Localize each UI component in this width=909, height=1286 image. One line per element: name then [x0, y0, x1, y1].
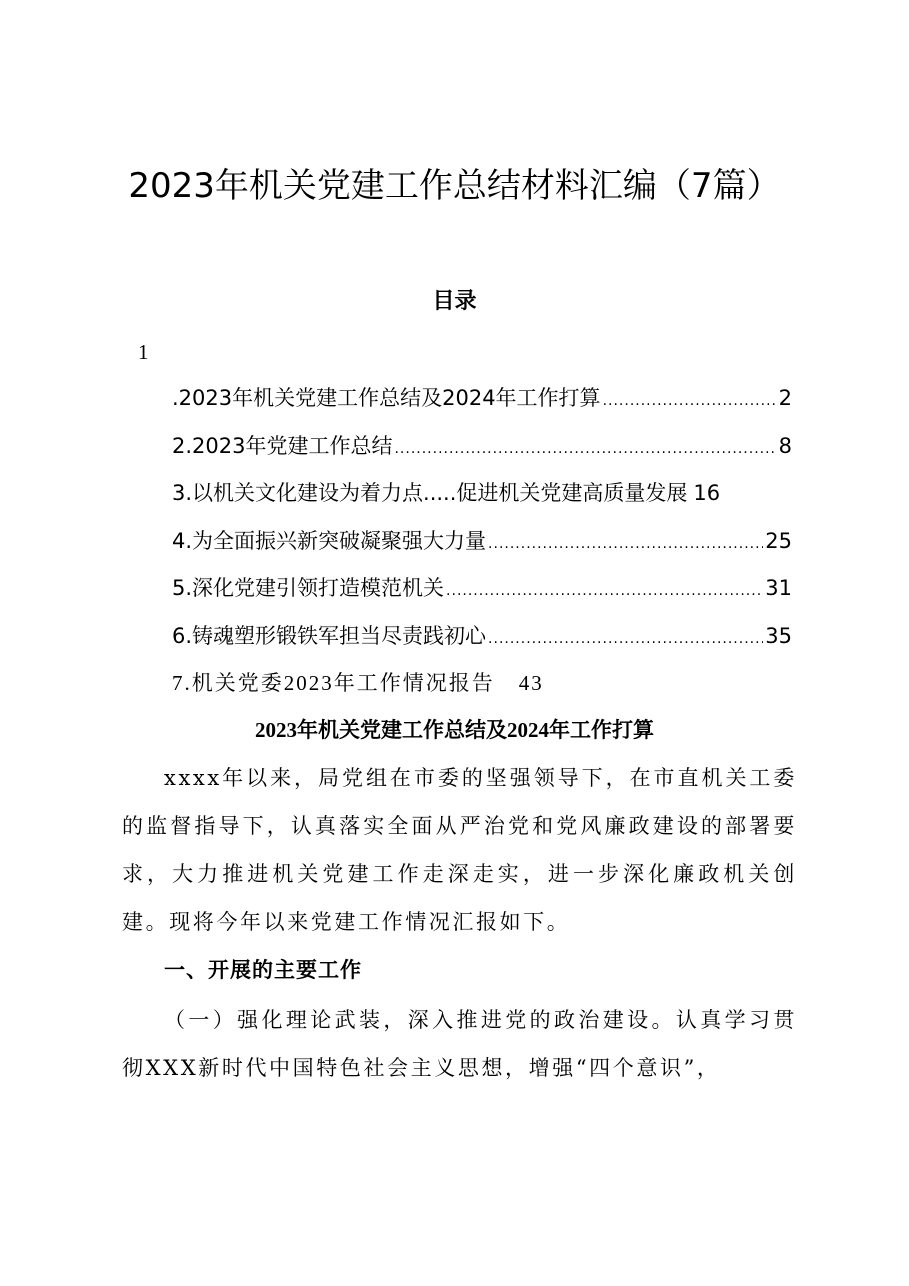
intro-paragraph: xxxx年以来，局党组在市委的坚强领导下，在市直机关工委的监督指导下，认真落实全面从严治党和党风廉政建设的部署要求，大力推进机关党建工作走深走实，进一步深化廉政机关创建。现将今年以来党建工作情况汇报如下。 — [122, 766, 797, 934]
toc-entry[interactable] — [172, 473, 792, 521]
section-heading: 一、开展的主要工作 — [164, 958, 362, 982]
toc-entry-title: .2023年机关党建工作总结及2024年工作打算 — [172, 386, 601, 410]
toc-entry[interactable] — [172, 521, 792, 569]
toc-entry-title: 4.为全面振兴新突破凝聚强大力量 — [172, 528, 487, 553]
toc-entry-page: 25 — [765, 528, 792, 553]
table-of-contents — [172, 378, 792, 711]
toc-leader-dots — [394, 429, 776, 469]
toc-stray-number: 1 — [138, 340, 149, 364]
toc-entry-title: 2.2023年党建工作总结 — [172, 433, 393, 458]
toc-entry-page: 16 — [693, 481, 721, 505]
article-title: 2023年机关党建工作总结及2024年工作打算 — [255, 718, 654, 742]
toc-entry[interactable] — [172, 568, 792, 616]
toc-leader-dots — [488, 619, 763, 659]
toc-entry[interactable] — [172, 616, 792, 664]
document-title: 2023年机关党建工作总结材料汇编（7篇） — [128, 166, 781, 206]
toc-leader-dots — [603, 381, 777, 421]
toc-entry-page: 43 — [518, 671, 544, 695]
toc-entry-title: 3.以机关文化建设为着力点.....促进机关党建高质量发展 — [172, 481, 688, 505]
toc-leader-dots — [488, 524, 763, 564]
toc-entry-title: 5.深化党建引领打造模范机关 — [172, 576, 445, 600]
toc-entry-page: 2 — [778, 386, 792, 410]
toc-heading: 目录 — [432, 288, 477, 314]
toc-leader-dots — [446, 571, 763, 611]
toc-entry-page: 31 — [765, 576, 792, 600]
toc-entry-title: 6.铸魂塑形锻铁军担当尽责践初心 — [172, 623, 487, 648]
section-paragraph: （一）强化理论武装，深入推进党的政治建设。认真学习贯彻XXX新时代中国特色社会主义思想，增强“四个意识”， — [122, 1008, 797, 1080]
toc-entry-title: 7.机关党委2023年工作情况报告 — [172, 671, 495, 695]
toc-entry[interactable] — [172, 378, 792, 426]
toc-entry[interactable] — [172, 426, 792, 474]
toc-entry-page: 8 — [778, 433, 792, 458]
toc-entry[interactable] — [172, 663, 792, 711]
toc-entry-page: 35 — [765, 623, 792, 648]
